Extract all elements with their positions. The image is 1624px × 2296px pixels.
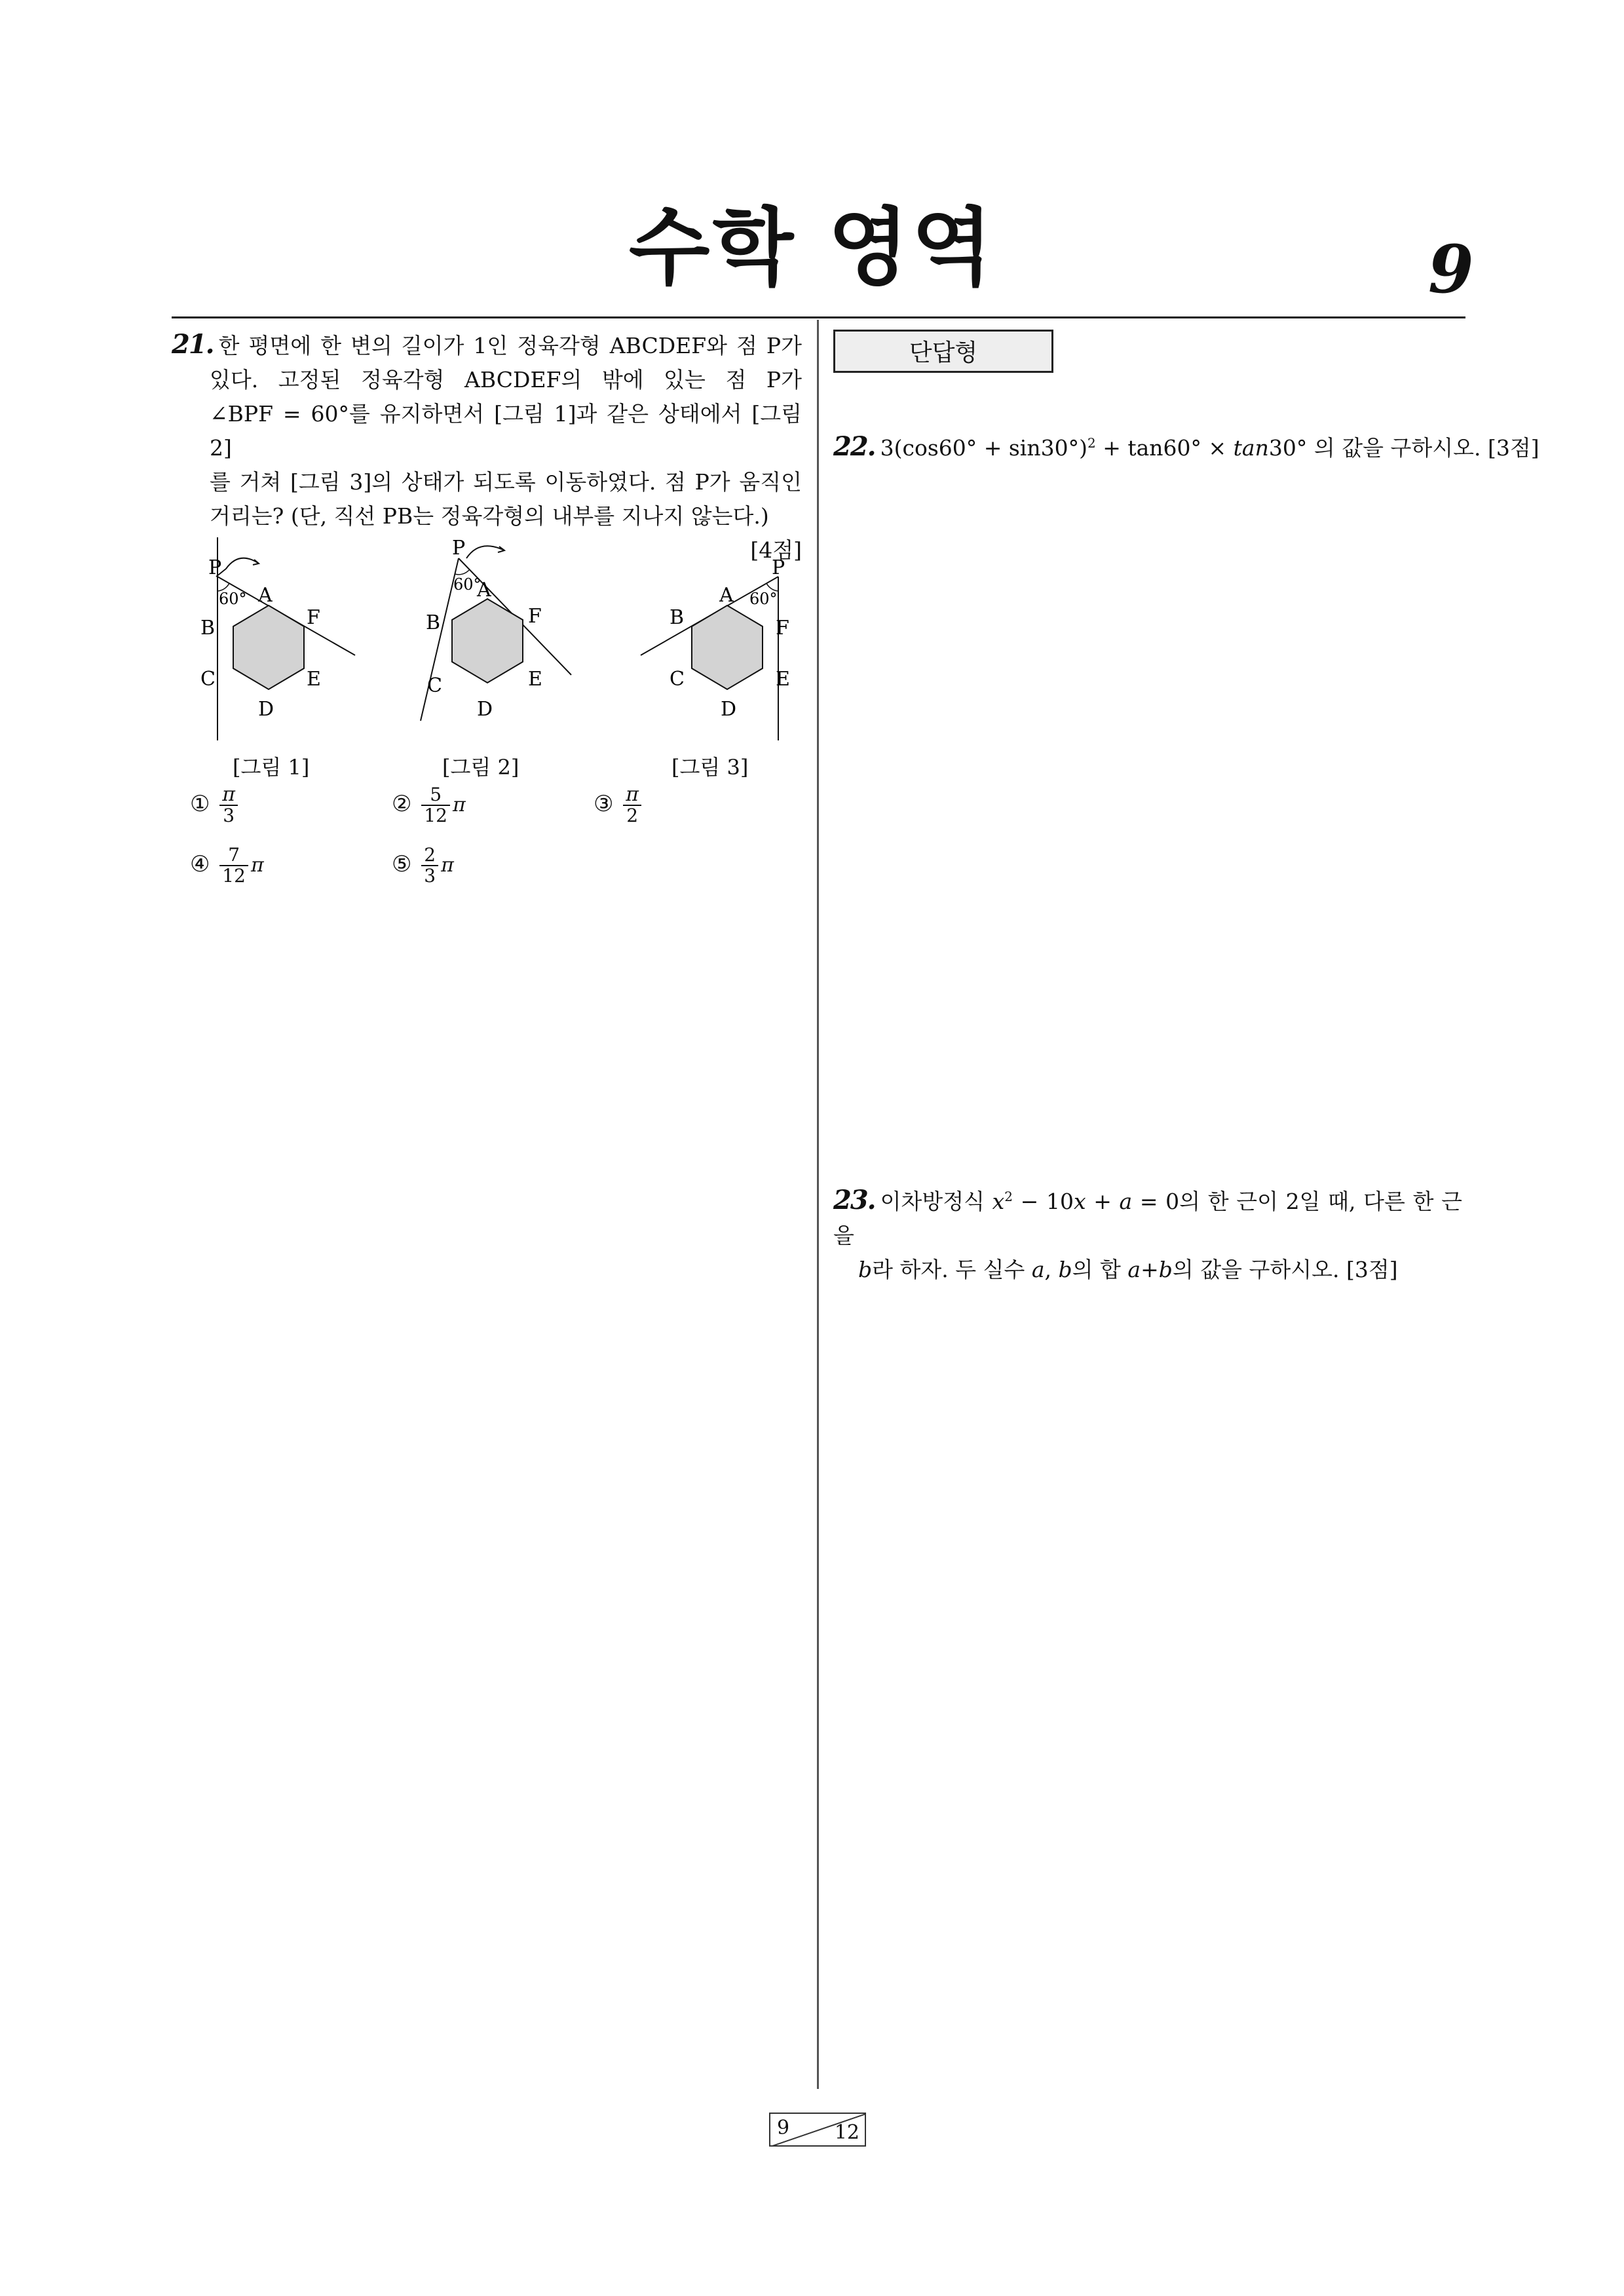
q21-line-5: 거리는? (단, 직선 PB는 정육각형의 내부를 지나지 않는다.)	[210, 503, 769, 529]
choice-3-fraction: $\frac{\pi}{2}$	[623, 785, 641, 826]
choice-4-fraction: $\frac{7}{12}$	[219, 845, 248, 886]
q22-expr: 3(cos60° + sin30°)	[880, 435, 1087, 461]
fig1-label-b: B	[200, 617, 216, 640]
choice-4[interactable]: ④ $\frac{7}{12}$ π	[190, 844, 264, 887]
fig3-label-p: P	[772, 556, 785, 579]
fig1-label-p: P	[208, 556, 222, 579]
choice-1-fraction: $\frac{\pi}{3}$	[219, 785, 238, 826]
choice-2-fraction: $\frac{5}{12}$	[421, 785, 450, 826]
fig2-label-d: D	[477, 698, 493, 721]
fig2-angle: 60°	[453, 575, 482, 594]
fig3-label-e: E	[776, 668, 790, 691]
q21-points: [4점]	[750, 537, 802, 563]
column-divider	[817, 320, 819, 2089]
fig3-angle: 60°	[749, 590, 778, 608]
fig1-label-d: D	[258, 698, 274, 721]
fig3-label-f: F	[776, 617, 789, 640]
section-badge: 단답형	[833, 330, 1053, 373]
q23-line-2: b라 하자. 두 실수 a, b의 합 a+b의 값을 구하시오. [3점]	[858, 1257, 1398, 1282]
figure-1-caption: [그림 1]	[233, 755, 310, 780]
fig1-angle: 60°	[219, 590, 247, 608]
fig2-label-f: F	[528, 605, 542, 628]
choice-5-fraction: $\frac{2}{3}$	[421, 845, 438, 886]
q21-number: 21.	[172, 329, 214, 360]
page-indicator	[769, 2113, 866, 2147]
fig1-label-f: F	[307, 606, 320, 629]
choice-1[interactable]: ① $\frac{\pi}{3}$	[190, 785, 240, 826]
q21-line-1: 21. 한 평면에 한 변의 길이가 1인 정육각형 ABCDEF와 점 P가	[172, 329, 802, 360]
q21-line-4: 를 거쳐 [그림 3]의 상태가 되도록 이동하였다. 점 P가 움직인	[210, 469, 802, 495]
choice-5[interactable]: ⑤ $\frac{2}{3}$ π	[392, 844, 454, 887]
fig2-label-b: B	[426, 611, 441, 634]
fig2-label-a: A	[477, 579, 491, 602]
fig2-label-e: E	[528, 668, 542, 691]
q22-number: 22.	[833, 431, 875, 462]
fig2-label-p: P	[452, 537, 466, 560]
fig1-label-c: C	[200, 668, 216, 691]
choice-2[interactable]: ② $\frac{5}{12}$ π	[392, 784, 466, 826]
fig3-label-c: C	[670, 668, 685, 691]
fig1-label-a: A	[258, 584, 273, 607]
current-page: 9	[777, 2116, 790, 2139]
fig3-label-d: D	[721, 698, 737, 721]
total-pages: 12	[834, 2121, 859, 2144]
figure-1	[190, 537, 367, 747]
fig3-label-b: B	[670, 606, 685, 629]
figure-3	[629, 537, 806, 747]
q21-line-3: ∠BPF = 60°를 유지하면서 [그림 1]과 같은 상태에서 [그림 2]	[210, 401, 802, 461]
page-title: 수학 영역	[628, 199, 996, 297]
choice-3[interactable]: ③ $\frac{\pi}{2}$	[594, 785, 644, 826]
fig2-label-c: C	[427, 674, 442, 697]
figure-3-caption: [그림 3]	[671, 755, 749, 780]
q21-line-2: 있다. 고정된 정육각형 ABCDEF의 밖에 있는 점 P가	[210, 367, 802, 392]
header-rule	[172, 316, 1465, 318]
page-number: 9	[1428, 231, 1474, 308]
question-23	[833, 1179, 1462, 1287]
fig1-label-e: E	[307, 668, 321, 691]
figure-2	[406, 531, 596, 747]
fig3-label-a: A	[719, 584, 734, 607]
q22-prompt: 의 값을 구하시오. [3점]	[1313, 435, 1539, 461]
figure-2-caption: [그림 2]	[442, 755, 519, 780]
q23-number: 23.	[833, 1185, 875, 1215]
question-22: 22. $3(\cos 60^\circ + \sin 30^\circ)^2 + \tan 60^\circ \times \tan 30^\circ$ 의 값을 구하시오. [3점]	[833, 431, 1539, 462]
q23-line-1: 23. 이차방정식 $x^2 - 10x + a = 0$의 한 근이 2일 때, 다른 한 근을	[833, 1185, 1462, 1248]
